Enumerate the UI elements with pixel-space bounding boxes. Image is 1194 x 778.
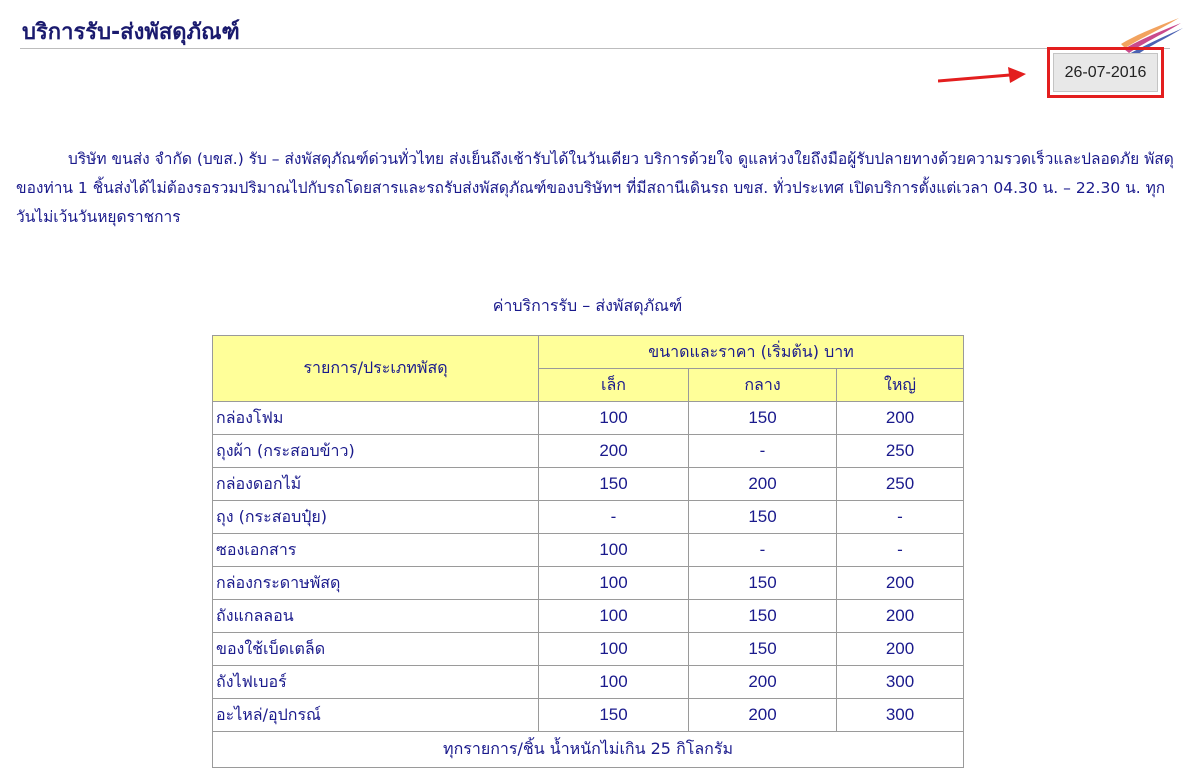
weight-limit-note: ทุกรายการ/ชิ้น น้ำหนักไม่เกิน 25 กิโลกรัม <box>213 732 964 768</box>
row-item-name: ของใช้เบ็ดเตล็ด <box>213 633 539 666</box>
row-price-large: 200 <box>837 567 964 600</box>
intro-paragraph: บริษัท ขนส่ง จำกัด (บขส.) รับ – ส่งพัสดุภัณฑ์ด่วนทั่วไทย ส่งเย็นถึงเช้ารับได้ในวันเดียว บริการด้วยใจ ดูแลห่วงใยถึงมือผู้รับปลายทางด้วยความรวดเร็วและปลอดภัย พัสดุของท่าน 1 ชิ้นส่งได้ไม่ต้องรอรวมปริมาณไปกับรถโดยสารและรถรับส่งพัสดุภัณฑ์ของบริษัทฯ ที่มีสถานีเดินรถ บขส. ทั่วประเทศ เปิดบริการตั้งแต่เวลา 04.30 น. – 22.30 น. ทุกวันไม่เว้นวันหยุดราชการ <box>16 150 1174 226</box>
row-price-small: 100 <box>539 633 689 666</box>
row-price-medium: 150 <box>689 633 837 666</box>
row-price-large: - <box>837 534 964 567</box>
table-row <box>213 666 964 699</box>
row-price-small: 100 <box>539 666 689 699</box>
table-row <box>213 567 964 600</box>
row-price-medium: 150 <box>689 600 837 633</box>
row-item-name: ถุงผ้า (กระสอบข้าว) <box>213 435 539 468</box>
row-price-small: 100 <box>539 402 689 435</box>
row-price-large: 250 <box>837 435 964 468</box>
header-size-large: ใหญ่ <box>837 369 964 402</box>
row-price-small: 150 <box>539 468 689 501</box>
row-item-name: กล่องดอกไม้ <box>213 468 539 501</box>
row-price-large: 200 <box>837 402 964 435</box>
row-price-medium: - <box>689 435 837 468</box>
row-item-name: ถังไฟเบอร์ <box>213 666 539 699</box>
table-row <box>213 468 964 501</box>
table-row <box>213 600 964 633</box>
row-price-small: - <box>539 501 689 534</box>
row-price-large: 250 <box>837 468 964 501</box>
page-title: บริการรับ-ส่งพัสดุภัณฑ์ <box>22 20 240 45</box>
row-price-small: 150 <box>539 699 689 732</box>
row-price-medium: 150 <box>689 567 837 600</box>
table-header-row <box>213 336 964 369</box>
table-caption: ค่าบริการรับ – ส่งพัสดุภัณฑ์ <box>492 296 683 315</box>
row-price-large: 200 <box>837 600 964 633</box>
table-row <box>213 534 964 567</box>
table-row <box>213 402 964 435</box>
row-price-medium: 200 <box>689 666 837 699</box>
row-price-large: 300 <box>837 666 964 699</box>
row-price-small: 200 <box>539 435 689 468</box>
date-badge: 26-07-2016 <box>1053 53 1158 92</box>
row-price-small: 100 <box>539 534 689 567</box>
row-price-medium: - <box>689 534 837 567</box>
header-item-type: รายการ/ประเภทพัสดุ <box>213 336 539 402</box>
row-price-medium: 150 <box>689 501 837 534</box>
table-footer-row <box>213 732 964 768</box>
row-price-medium: 150 <box>689 402 837 435</box>
row-item-name: กล่องกระดาษพัสดุ <box>213 567 539 600</box>
row-item-name: ซองเอกสาร <box>213 534 539 567</box>
row-item-name: ถุง (กระสอบปุ๋ย) <box>213 501 539 534</box>
row-item-name: อะไหล่/อุปกรณ์ <box>213 699 539 732</box>
table-row <box>213 633 964 666</box>
row-price-medium: 200 <box>689 468 837 501</box>
row-price-large: 200 <box>837 633 964 666</box>
table-row <box>213 699 964 732</box>
row-price-small: 100 <box>539 567 689 600</box>
header-size-medium: กลาง <box>689 369 837 402</box>
row-price-medium: 200 <box>689 699 837 732</box>
header-size-small: เล็ก <box>539 369 689 402</box>
red-arrow-icon <box>938 66 1028 88</box>
row-item-name: กล่องโฟม <box>213 402 539 435</box>
page-header <box>20 12 1170 49</box>
table-row <box>213 435 964 468</box>
header-size-price: ขนาดและราคา (เริ่มต้น) บาท <box>539 336 964 369</box>
row-price-large: 300 <box>837 699 964 732</box>
row-price-large: - <box>837 501 964 534</box>
row-price-small: 100 <box>539 600 689 633</box>
table-row <box>213 501 964 534</box>
row-item-name: ถังแกลลอน <box>213 600 539 633</box>
price-table <box>212 335 964 768</box>
